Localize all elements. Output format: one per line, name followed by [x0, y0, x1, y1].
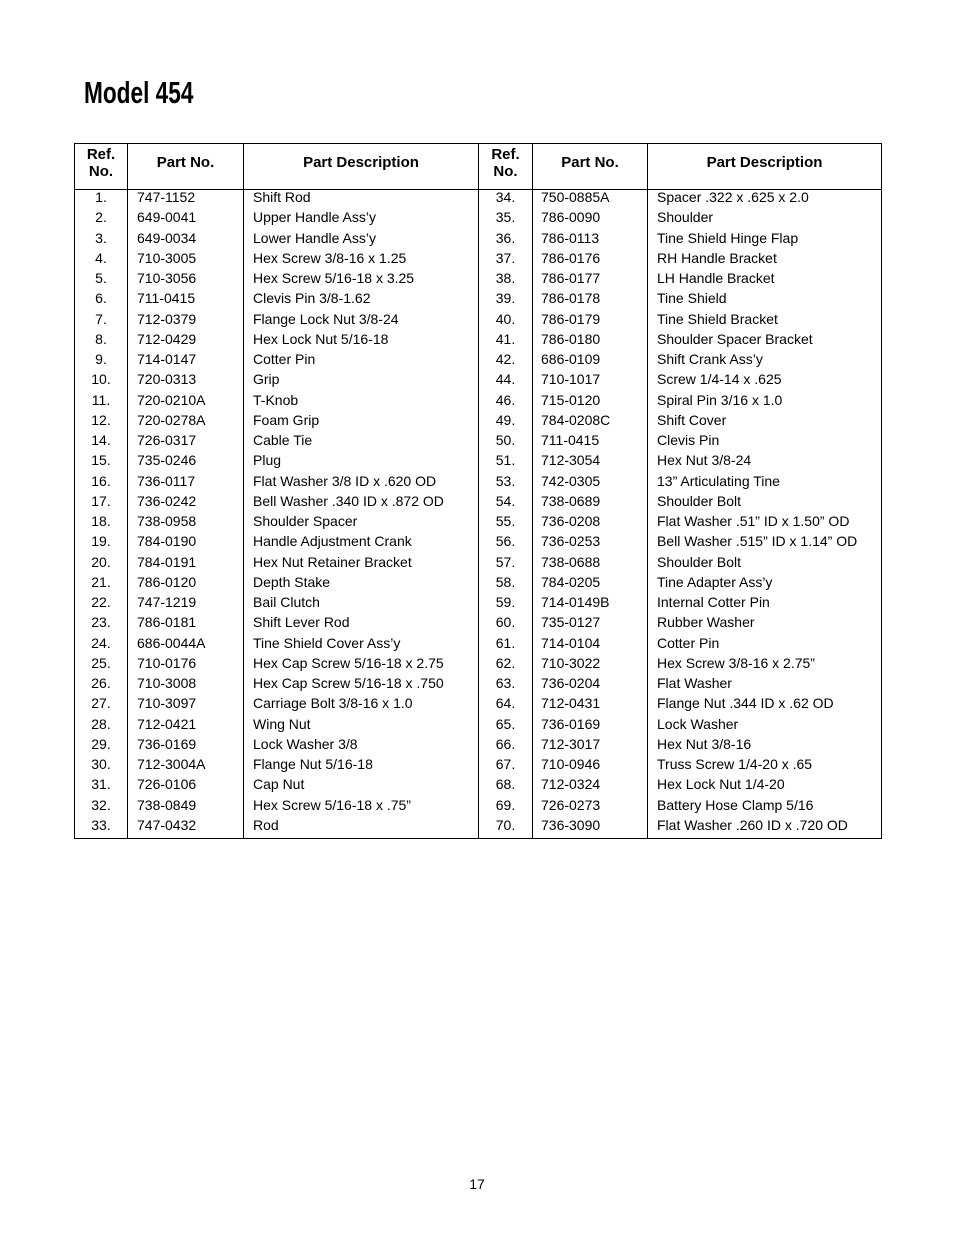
- part-number: 710-0176: [128, 656, 244, 676]
- part-description: Cotter Pin: [657, 634, 720, 651]
- part-description: Bail Clutch: [253, 594, 320, 610]
- part-number: 726-0106: [128, 777, 244, 797]
- part-number: 784-0208C: [533, 413, 648, 433]
- part-number: 726-0273: [533, 798, 648, 818]
- part-description: Rubber Washer: [657, 614, 755, 631]
- part-description: Handle Adjustment Crank: [253, 533, 412, 550]
- part-description: Shift Cover: [657, 411, 727, 428]
- part-number: 712-3017: [533, 737, 648, 757]
- part-description: Carriage Bolt 3/8-16 x 1.0: [253, 695, 413, 712]
- ref-number: 24.: [75, 636, 128, 656]
- ref-number: 21.: [75, 575, 128, 595]
- part-description: Tine Adapter Ass’y: [657, 573, 773, 590]
- ref-number: 16.: [75, 474, 128, 494]
- part-number: 715-0120: [533, 393, 648, 413]
- ref-number: 62.: [479, 656, 533, 676]
- part-number: 720-0278A: [128, 413, 244, 433]
- part-description: Shift Crank Ass’y: [657, 351, 763, 367]
- part-description: Lower Handle Ass’y: [253, 229, 376, 246]
- part-description: Cable Tie: [253, 432, 313, 448]
- ref-number: 49.: [479, 413, 533, 433]
- part-number: 784-0191: [128, 555, 244, 575]
- part-description: Flat Washer .51” ID x 1.50” OD: [657, 513, 850, 529]
- ref-number: 40.: [479, 312, 533, 332]
- part-number: 714-0147: [128, 352, 244, 372]
- part-number: 712-0379: [128, 312, 244, 332]
- ref-number: 17.: [75, 494, 128, 514]
- ref-number: 59.: [479, 595, 533, 615]
- part-description: Depth Stake: [253, 573, 331, 590]
- part-description: Bell Washer .340 ID x .872 OD: [253, 492, 444, 509]
- part-number: 710-1017: [533, 372, 648, 392]
- ref-number: 1.: [75, 190, 128, 210]
- part-number: 726-0317: [128, 433, 244, 453]
- part-number: 720-0313: [128, 372, 244, 392]
- part-number: 710-3097: [128, 696, 244, 716]
- part-description: Hex Lock Nut 1/4-20: [657, 776, 785, 793]
- part-description: Flat Washer .260 ID x .720 OD: [657, 816, 848, 833]
- part-description: Flange Nut 5/16-18: [253, 756, 373, 772]
- ref-number: 35.: [479, 210, 533, 230]
- part-description: Shoulder Bolt: [657, 492, 742, 509]
- ref-number: 69.: [479, 798, 533, 818]
- part-number: 736-0253: [533, 534, 648, 554]
- part-number: 786-0120: [128, 575, 244, 595]
- ref-number: 64.: [479, 696, 533, 716]
- ref-number: 56.: [479, 534, 533, 554]
- part-number: 786-0177: [533, 271, 648, 291]
- ref-number: 20.: [75, 555, 128, 575]
- ref-number: 18.: [75, 514, 128, 534]
- part-number: 784-0190: [128, 534, 244, 554]
- part-description: Hex Cap Screw 5/16-18 x .750: [253, 675, 444, 691]
- part-number: 735-0127: [533, 615, 648, 635]
- ref-number: 14.: [75, 433, 128, 453]
- part-number: 738-0958: [128, 514, 244, 534]
- part-number: 712-0324: [533, 777, 648, 797]
- part-number: 747-0432: [128, 818, 244, 838]
- part-description: Shoulder: [657, 209, 714, 226]
- header-ref-no: Ref. No.: [479, 144, 533, 190]
- ref-number: 23.: [75, 615, 128, 635]
- part-description: Hex Lock Nut 5/16-18: [253, 330, 389, 347]
- ref-number: 57.: [479, 555, 533, 575]
- ref-number: 60.: [479, 615, 533, 635]
- part-number: 736-0169: [128, 737, 244, 757]
- part-description: Hex Screw 5/16-18 x 3.25: [253, 270, 415, 286]
- ref-number: 8.: [75, 332, 128, 352]
- part-description: Rod: [253, 816, 279, 833]
- part-description: Cap Nut: [253, 776, 305, 793]
- ref-number: 51.: [479, 453, 533, 473]
- part-number: 747-1219: [128, 595, 244, 615]
- part-description: Tine Shield Bracket: [657, 310, 778, 327]
- part-description: Lock Washer: [657, 715, 739, 732]
- ref-number: 12.: [75, 413, 128, 433]
- ref-number: 15.: [75, 453, 128, 473]
- header-part-description: Part Description: [244, 144, 478, 190]
- part-description: Shift Rod: [253, 189, 311, 205]
- part-description: Screw 1/4-14 x .625: [657, 371, 782, 388]
- parts-table-right: [478, 143, 882, 839]
- part-number: 736-0169: [533, 717, 648, 737]
- ref-number: 68.: [479, 777, 533, 797]
- part-description: Cotter Pin: [253, 351, 316, 367]
- part-description: Spiral Pin 3/16 x 1.0: [657, 391, 783, 408]
- ref-number: 41.: [479, 332, 533, 352]
- ref-number: 25.: [75, 656, 128, 676]
- ref-number: 10.: [75, 372, 128, 392]
- page-title: Model 454: [84, 75, 194, 110]
- part-number: 786-0176: [533, 251, 648, 271]
- part-number: 712-3054: [533, 453, 648, 473]
- part-number: 750-0885A: [533, 190, 648, 210]
- part-number: 710-0946: [533, 757, 648, 777]
- part-number: 686-0109: [533, 352, 648, 372]
- part-number: 747-1152: [128, 190, 244, 210]
- part-number: 736-0204: [533, 676, 648, 696]
- part-description: Flat Washer: [657, 675, 732, 691]
- part-number: 710-3056: [128, 271, 244, 291]
- part-description: Upper Handle Ass’y: [253, 209, 376, 226]
- part-number: 712-3004A: [128, 757, 244, 777]
- part-number: 649-0041: [128, 210, 244, 230]
- ref-number: 38.: [479, 271, 533, 291]
- part-description: Shoulder Spacer Bracket: [657, 330, 813, 347]
- part-number: 786-0180: [533, 332, 648, 352]
- part-number: 786-0181: [128, 615, 244, 635]
- part-number: 714-0104: [533, 636, 648, 656]
- part-description: Plug: [253, 452, 282, 469]
- part-number: 786-0090: [533, 210, 648, 230]
- part-description: Flat Washer 3/8 ID x .620 OD: [253, 472, 437, 489]
- part-number: 736-0117: [128, 474, 244, 494]
- ref-number: 46.: [479, 393, 533, 413]
- part-number: 712-0431: [533, 696, 648, 716]
- ref-number: 33.: [75, 818, 128, 838]
- part-number: 738-0849: [128, 798, 244, 818]
- part-number: 712-0429: [128, 332, 244, 352]
- ref-number: 66.: [479, 737, 533, 757]
- part-description: Shoulder Spacer: [253, 513, 358, 529]
- part-number: 736-3090: [533, 818, 648, 838]
- ref-number: 5.: [75, 271, 128, 291]
- ref-number: 9.: [75, 352, 128, 372]
- ref-number: 6.: [75, 291, 128, 311]
- part-description: RH Handle Bracket: [657, 249, 777, 266]
- part-description: Internal Cotter Pin: [657, 594, 770, 610]
- part-description: Grip: [253, 371, 280, 388]
- ref-number: 70.: [479, 818, 533, 838]
- part-description: Tine Shield Cover Ass’y: [253, 634, 401, 651]
- part-description: Shift Lever Rod: [253, 614, 350, 631]
- ref-number: 37.: [479, 251, 533, 271]
- part-description: Hex Nut 3/8-24: [657, 452, 752, 469]
- part-number: 714-0149B: [533, 595, 648, 615]
- part-description: T-Knob: [253, 391, 299, 408]
- ref-number: 34.: [479, 190, 533, 210]
- header-part-description: Part Description: [648, 144, 881, 190]
- ref-number: 39.: [479, 291, 533, 311]
- ref-number: 28.: [75, 717, 128, 737]
- part-description: Clevis Pin: [657, 432, 720, 448]
- header-ref-no: Ref. No.: [75, 144, 128, 190]
- ref-number: 44.: [479, 372, 533, 392]
- part-description: Hex Nut 3/8-16: [657, 735, 752, 752]
- part-number: 784-0205: [533, 575, 648, 595]
- ref-number: 26.: [75, 676, 128, 696]
- ref-number: 27.: [75, 696, 128, 716]
- parts-table-left: [74, 143, 479, 839]
- ref-number: 3.: [75, 231, 128, 251]
- page-number: 17: [469, 1176, 485, 1192]
- part-number: 786-0178: [533, 291, 648, 311]
- part-description: Flange Lock Nut 3/8-24: [253, 310, 399, 327]
- header-part-no: Part No.: [128, 144, 244, 190]
- part-description: Hex Screw 5/16-18 x .75”: [253, 796, 411, 813]
- part-number: 736-0242: [128, 494, 244, 514]
- part-description: Spacer .322 x .625 x 2.0: [657, 189, 809, 205]
- part-description: Bell Washer .515” ID x 1.14” OD: [657, 533, 858, 550]
- ref-number: 11.: [75, 393, 128, 413]
- part-number: 742-0305: [533, 474, 648, 494]
- part-description: Hex Cap Screw 5/16-18 x 2.75: [253, 654, 444, 671]
- part-number: 786-0179: [533, 312, 648, 332]
- ref-number: 61.: [479, 636, 533, 656]
- ref-number: 7.: [75, 312, 128, 332]
- part-description: Tine Shield: [657, 290, 727, 307]
- part-description: Hex Screw 3/8-16 x 2.75”: [657, 654, 815, 671]
- part-number: 710-3022: [533, 656, 648, 676]
- ref-number: 30.: [75, 757, 128, 777]
- part-number: 686-0044A: [128, 636, 244, 656]
- part-number: 720-0210A: [128, 393, 244, 413]
- ref-number: 32.: [75, 798, 128, 818]
- part-number: 712-0421: [128, 717, 244, 737]
- part-description: Lock Washer 3/8: [253, 735, 358, 752]
- part-number: 649-0034: [128, 231, 244, 251]
- part-description: Foam Grip: [253, 411, 320, 428]
- part-description: Battery Hose Clamp 5/16: [657, 796, 814, 813]
- ref-number: 67.: [479, 757, 533, 777]
- part-description: Tine Shield Hinge Flap: [657, 229, 799, 246]
- part-number: 710-3005: [128, 251, 244, 271]
- part-number: 736-0208: [533, 514, 648, 534]
- ref-number: 2.: [75, 210, 128, 230]
- part-number: 711-0415: [533, 433, 648, 453]
- header-part-no: Part No.: [533, 144, 648, 190]
- ref-number: 65.: [479, 717, 533, 737]
- part-number: 738-0689: [533, 494, 648, 514]
- part-description: Clevis Pin 3/8-1.62: [253, 290, 371, 307]
- ref-number: 50.: [479, 433, 533, 453]
- ref-number: 19.: [75, 534, 128, 554]
- ref-number: 4.: [75, 251, 128, 271]
- ref-number: 22.: [75, 595, 128, 615]
- ref-number: 54.: [479, 494, 533, 514]
- ref-number: 29.: [75, 737, 128, 757]
- part-description: Shoulder Bolt: [657, 553, 742, 570]
- part-number: 711-0415: [128, 291, 244, 311]
- ref-number: 42.: [479, 352, 533, 372]
- part-number: 738-0688: [533, 555, 648, 575]
- part-description: Hex Nut Retainer Bracket: [253, 553, 412, 570]
- part-description: Flange Nut .344 ID x .62 OD: [657, 695, 834, 712]
- part-number: 735-0246: [128, 453, 244, 473]
- part-description: Hex Screw 3/8-16 x 1.25: [253, 249, 407, 266]
- part-description: Wing Nut: [253, 715, 311, 732]
- ref-number: 55.: [479, 514, 533, 534]
- part-description: LH Handle Bracket: [657, 270, 775, 286]
- ref-number: 58.: [479, 575, 533, 595]
- part-description: 13” Articulating Tine: [657, 472, 780, 489]
- ref-number: 53.: [479, 474, 533, 494]
- ref-number: 36.: [479, 231, 533, 251]
- part-number: 710-3008: [128, 676, 244, 696]
- ref-number: 63.: [479, 676, 533, 696]
- part-number: 786-0113: [533, 231, 648, 251]
- part-description: Truss Screw 1/4-20 x .65: [657, 756, 813, 772]
- ref-number: 31.: [75, 777, 128, 797]
